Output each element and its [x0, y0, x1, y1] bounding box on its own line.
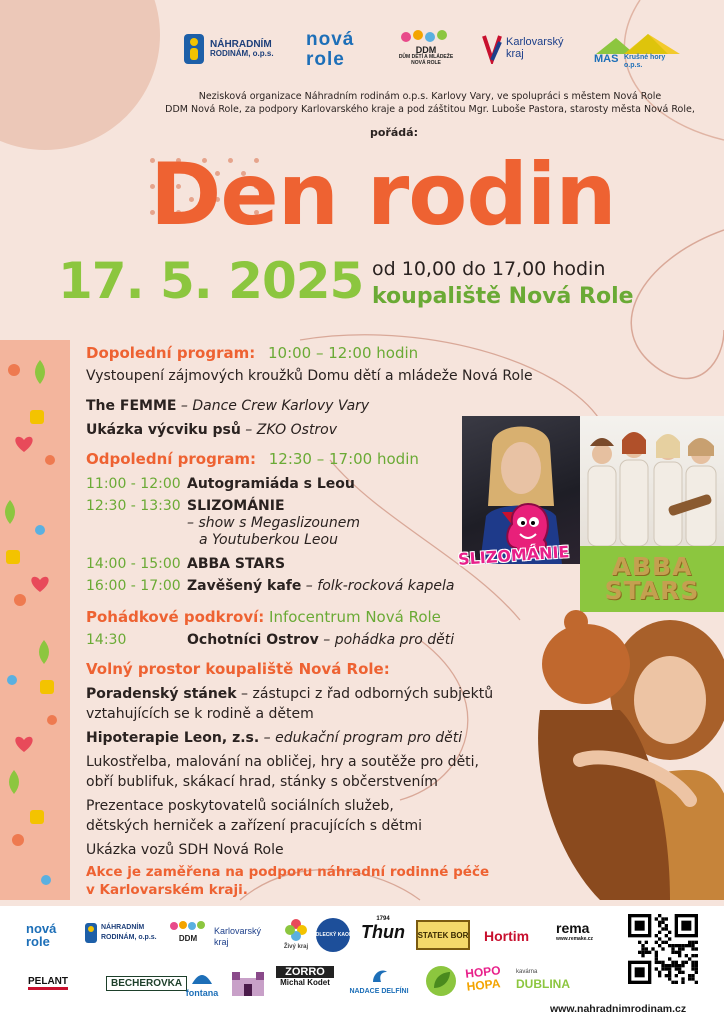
- fairy-what: Ochotníci Ostrov: [187, 632, 319, 648]
- hipo-name: Hipoterapie Leon, z.s.: [86, 730, 260, 746]
- footer-logo-text: kavárna: [516, 969, 538, 975]
- row-what: Autogramiáda s Leou: [187, 476, 355, 492]
- footer-logo-rema: [556, 920, 593, 942]
- abba-logo-text: [604, 552, 700, 605]
- free-poradensky-2: vztahujících se k rodině a dětem: [86, 706, 314, 722]
- footer-logo-kraj: [214, 926, 261, 948]
- event-place: koupaliště Nová Role: [372, 284, 634, 309]
- flower-icon: [284, 918, 308, 942]
- pattern-icon: [0, 340, 70, 900]
- footer-logo-castle: [228, 968, 268, 998]
- footer-logo-text: fontana: [185, 988, 219, 998]
- morning-line-1: Vystoupení zájmových kroužků Domu dětí a mládeže Nová Role: [86, 368, 533, 384]
- row-time: 14:30: [86, 632, 127, 648]
- row-what: SLIZOMÁNIE: [187, 498, 285, 514]
- ddm-icon: [398, 28, 454, 46]
- footer-logo-text: 1794: [376, 916, 390, 922]
- footer-logo-fontana: [184, 970, 220, 998]
- footer-logo-text: HOPO: [464, 963, 502, 981]
- logo-text: MAS: [594, 53, 619, 65]
- footer-logo-pelant: PELANT: [28, 976, 68, 990]
- nr-icon: [84, 922, 98, 944]
- morning-femme: [86, 398, 369, 415]
- row-what-name: Zavěšený kafe: [187, 578, 302, 594]
- logo-text: role: [306, 48, 345, 70]
- footer-logo-text: ZORRO: [276, 966, 334, 978]
- logo-text: DŮM DĚTÍ A MLÁDEŽE NOVÁ ROLE: [398, 54, 454, 66]
- logo-text: o.p.s.: [624, 62, 643, 69]
- slizomanie-text: SLIZOMÁNIE: [457, 542, 570, 569]
- free-prez-2: dětských herniček a zařízení pracujících s dětmi: [86, 818, 423, 834]
- decor-circle: [0, 0, 160, 150]
- event-hours: od 10,00 do 17,00 hodin: [372, 258, 606, 280]
- footer-logo-nova-role: [26, 922, 56, 948]
- logo-nahradnim-rodinam: [182, 32, 274, 66]
- kraj-icon: [482, 34, 502, 64]
- logo-ddm: [396, 28, 456, 66]
- logo-text: DDM: [415, 45, 437, 55]
- intro-text: [160, 90, 700, 116]
- ddm-icon: [168, 920, 208, 932]
- logo-text: Krušné hory: [624, 54, 666, 61]
- intro-line: DDM Nová Role, za podpory Karlovarského kraje a pod záštitou Mgr. Luboše Pastora, starosty města Nová Role,: [165, 104, 695, 115]
- free-sdh: Ukázka vozů SDH Nová Role: [86, 842, 284, 858]
- afternoon-heading: Odpolední program:: [86, 450, 256, 468]
- dogs-name: Ukázka výcviku psů: [86, 422, 241, 438]
- event-date: 17. 5. 2025: [58, 252, 364, 310]
- footer-logo-text: kraj: [214, 937, 229, 947]
- morning-dogs: [86, 422, 337, 439]
- morning-heading-line: [86, 344, 418, 362]
- fairy-heading-line: [86, 608, 441, 626]
- dolphin-icon: [369, 966, 389, 986]
- footer-logo-statek: STATEK BOR: [416, 920, 470, 950]
- row-time: 16:00 - 17:00: [86, 578, 181, 594]
- free-poradensky: [86, 686, 493, 703]
- poradá-label: pořádá:: [370, 126, 418, 139]
- logo-text: Karlovarský: [506, 36, 564, 49]
- footer-logo-text: DUBLINA: [516, 977, 570, 991]
- event-title: Den rodin: [150, 145, 616, 245]
- footer-logo-leaf: [424, 964, 458, 998]
- footer-logo-text: HOPA: [465, 976, 502, 994]
- footer-logo-text: nová: [26, 921, 57, 936]
- abba-text-1: ABBA: [611, 552, 693, 581]
- fairy-place: Infocentrum Nová Role: [264, 608, 441, 626]
- row-what-extra: – folk-rocková kapela: [301, 578, 455, 594]
- footer-logo-hortim: Hortim: [484, 928, 530, 944]
- femme-desc: – Dance Crew Karlovy Vary: [176, 398, 370, 414]
- logo-text: RODINÁM, o.p.s.: [210, 49, 274, 59]
- abba-text-2: STARS: [604, 576, 700, 605]
- poradensky-name: Poradenský stánek: [86, 686, 237, 702]
- row-time: 11:00 - 12:00: [86, 476, 181, 492]
- morning-heading: Dopolední program:: [86, 344, 256, 362]
- row-time: 14:00 - 15:00: [86, 556, 181, 572]
- footer-logo-text: Thun: [361, 922, 405, 942]
- footer-logo-ddm: [168, 920, 208, 943]
- castle-icon: [228, 968, 268, 998]
- footer-logo-text: Michal Kodet: [280, 978, 330, 987]
- note-2: v Karlovarském kraji.: [86, 882, 248, 898]
- footer-logo-delfini: [346, 966, 412, 995]
- qr-code-icon[interactable]: [628, 914, 698, 984]
- footer-logo-text: Karlovarský: [214, 926, 262, 936]
- footer-logo-text: role: [26, 934, 50, 949]
- logo-text: NÁHRADNÍM: [210, 38, 272, 50]
- poradensky-text: – zástupci z řad odborných subjektů: [236, 686, 494, 702]
- slizo-sub-2: a Youtuberkou Leou: [199, 532, 338, 548]
- partner-logos-top: [182, 28, 702, 78]
- logo-text: nová: [306, 29, 355, 50]
- photo-mother-child: [520, 600, 724, 900]
- footer-logo-zivy-kraj: [282, 918, 310, 950]
- slizo-sub-1: – show s Megaslizounem: [187, 515, 360, 531]
- leaf-icon: [424, 964, 458, 998]
- dogs-desc: – ZKO Ostrov: [240, 422, 338, 438]
- footer-logo-zorro: [276, 966, 334, 987]
- hipo-desc: – edukační program pro děti: [259, 730, 463, 746]
- footer-logo-text: www.remake.cz: [556, 936, 594, 942]
- free-prez-1: Prezentace poskytovatelů sociálních služeb,: [86, 798, 394, 814]
- femme-name: The FEMME: [86, 398, 177, 414]
- free-hipo: [86, 730, 462, 747]
- slizomanie-logo: [458, 500, 588, 580]
- morning-time: 10:00 – 12:00 hodin: [268, 344, 419, 362]
- free-heading: Volný prostor koupaliště Nová Role:: [86, 660, 390, 678]
- band-icon: [580, 416, 724, 546]
- wave-icon: [190, 970, 214, 986]
- decor-strip: [0, 340, 70, 900]
- photo-abba-stars: [580, 416, 724, 546]
- note-1: Akce je zaměřena na podporu náhradní rodinné péče: [86, 864, 490, 880]
- footer-logo-text: NADACE DELFÍNI: [349, 988, 409, 995]
- row-what: [187, 632, 454, 648]
- row-time: 12:30 - 13:30: [86, 498, 181, 514]
- footer-logo-text: NÁHRADNÍM: [101, 924, 145, 931]
- fairy-extra: – pohádka pro děti: [318, 632, 455, 648]
- footer-logo-becherovka: BECHEROVKA: [106, 976, 187, 991]
- free-luk-1: Lukostřelba, malování na obličej, hry a soutěže pro děti,: [86, 754, 480, 770]
- logo-nova-role: [306, 30, 354, 70]
- footer-logo-hopo-hopa: [465, 964, 503, 994]
- logo-mas-krusne-hory: [594, 32, 684, 72]
- footer-logo-sedlecky: SEDLECKÝ KAOLIN: [316, 918, 350, 952]
- intro-line: Nezisková organizace Náhradním rodinám o.p.s. Karlovy Vary, ve spolupráci s městem Nová Role: [198, 91, 662, 102]
- footer-logo-thun: [360, 916, 406, 943]
- website-link[interactable]: www.nahradnimrodinam.cz: [550, 1003, 687, 1015]
- row-what: [187, 578, 454, 594]
- afternoon-heading-line: [86, 450, 419, 468]
- logo-text: kraj: [506, 48, 524, 60]
- family-icon: [520, 600, 724, 900]
- row-what: ABBA STARS: [187, 556, 286, 572]
- afternoon-time: 12:30 – 17:00 hodin: [268, 450, 419, 468]
- footer-logo-text: RODINÁM, o.p.s.: [101, 934, 157, 941]
- footer-logo-nahradnim: [84, 922, 157, 944]
- footer-logo-text: Živý kraj: [283, 944, 309, 950]
- logo-karlovarsky-kraj: [482, 34, 563, 64]
- nr-icon: [182, 32, 206, 66]
- footer-logo-dublina: [516, 966, 570, 990]
- free-luk-2: obří bublifuk, skákací hrad, stánky s občerstvením: [86, 774, 438, 790]
- footer-logo-text: rema: [556, 920, 590, 936]
- fairy-heading: Pohádkové podkroví:: [86, 608, 265, 626]
- footer-logo-text: DDM: [178, 934, 198, 943]
